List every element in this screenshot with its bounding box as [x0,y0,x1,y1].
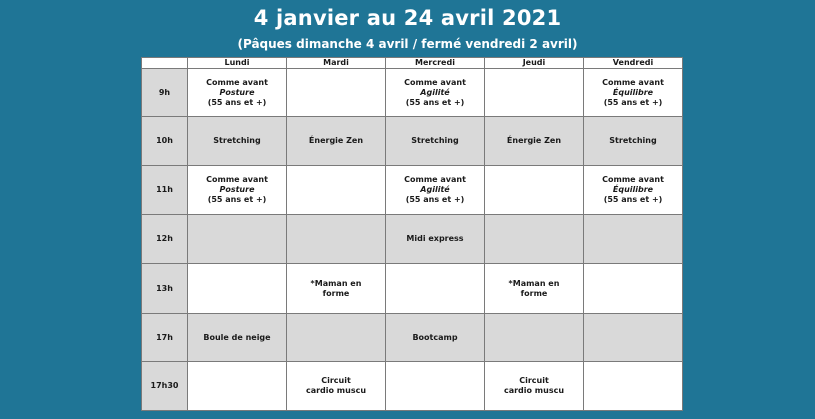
schedule-cell-empty [188,362,287,411]
table-header-row [142,58,683,69]
class-name: Comme avant [602,77,664,87]
class-name-cont: cardio muscu [503,386,565,395]
table-row [142,362,683,411]
table-row [142,166,683,215]
time-slot-label: 12h [142,215,188,264]
time-slot-label: 9h [142,69,188,117]
class-age-note: (55 ans et +) [603,195,663,204]
time-slot-label: 10h [142,117,188,166]
class-name: Circuit [321,376,351,385]
schedule-cell-empty [584,264,683,314]
schedule-cell-empty [485,166,584,215]
schedule-cell [386,166,485,215]
schedule-cell-empty [485,314,584,362]
schedule-cell [584,69,683,117]
class-age-note: (55 ans et +) [603,97,663,107]
schedule-cell-empty [188,215,287,264]
schedule-cell-empty [584,215,683,264]
class-subtitle: Posture [219,87,255,97]
header-day-tuesday: Mardi [287,58,386,69]
schedule-cell [584,166,683,215]
class-name: Circuit [519,376,549,385]
class-name: Énergie Zen [506,136,562,145]
schedule-cell [485,264,584,314]
header-day-friday: Vendredi [584,58,683,69]
schedule-cell [386,215,485,264]
time-slot-label: 17h30 [142,362,188,411]
class-name: Comme avant [206,175,268,184]
schedule-cell [188,117,287,166]
schedule-cell-empty [584,314,683,362]
class-age-note: (55 ans et +) [405,195,465,204]
schedule-cell [485,117,584,166]
class-name: Stretching [213,136,261,145]
class-name: Boule de neige [203,332,271,342]
table-row [142,314,683,362]
class-subtitle: Équilibre [612,87,654,97]
schedule-cell-empty [287,166,386,215]
schedule-cell [584,117,683,166]
class-name: Comme avant [206,77,268,87]
time-slot-label: 13h [142,264,188,314]
time-slot-label: 11h [142,166,188,215]
schedule-cell [188,314,287,362]
class-name: Énergie Zen [308,136,364,145]
class-subtitle: Agilité [420,185,450,194]
schedule-cell-empty [287,215,386,264]
class-age-note: (55 ans et +) [405,97,465,107]
schedule-cell [485,362,584,411]
schedule-cell-empty [485,215,584,264]
page-subtitle: (Pâques dimanche 4 avril / fermé vendredi 2 avril) [237,37,578,51]
class-name: Comme avant [404,77,466,87]
class-name: *Maman en [508,278,560,288]
page-title: 4 janvier au 24 avril 2021 [253,6,562,30]
time-slot-label: 17h [142,314,188,362]
schedule-cell [386,314,485,362]
schedule-cell-empty [287,69,386,117]
class-name: Stretching [411,136,459,145]
class-subtitle: Équilibre [612,185,654,194]
schedule-cell-empty [386,362,485,411]
table-row [142,264,683,314]
class-name: *Maman en [310,278,362,288]
header-time-corner [142,58,188,69]
schedule-cell [386,117,485,166]
table-row [142,117,683,166]
schedule-cell [386,69,485,117]
class-name: Bootcamp [412,332,458,342]
schedule-cell [287,117,386,166]
class-subtitle: Posture [219,185,255,194]
schedule-cell-empty [485,69,584,117]
header-day-monday: Lundi [188,58,287,69]
schedule-cell [287,264,386,314]
class-name: Comme avant [602,175,664,184]
schedule-cell-empty [386,264,485,314]
class-name: Midi express [406,234,464,243]
class-subtitle: Agilité [420,87,450,97]
class-age-note: (55 ans et +) [207,195,267,204]
header-day-thursday: Jeudi [485,58,584,69]
header-day-wednesday: Mercredi [386,58,485,69]
table-row [142,69,683,117]
class-name-cont: forme [322,288,350,298]
schedule-cell-empty [188,264,287,314]
schedule-cell [287,362,386,411]
schedule-cell-empty [584,362,683,411]
class-name: Comme avant [404,175,466,184]
table-row [142,215,683,264]
class-name-cont: forme [520,288,548,298]
schedule-cell [188,166,287,215]
schedule-cell [188,69,287,117]
schedule-cell-empty [287,314,386,362]
schedule-table [141,57,683,411]
class-name-cont: cardio muscu [305,386,367,395]
class-age-note: (55 ans et +) [207,97,267,107]
class-name: Stretching [609,136,657,145]
